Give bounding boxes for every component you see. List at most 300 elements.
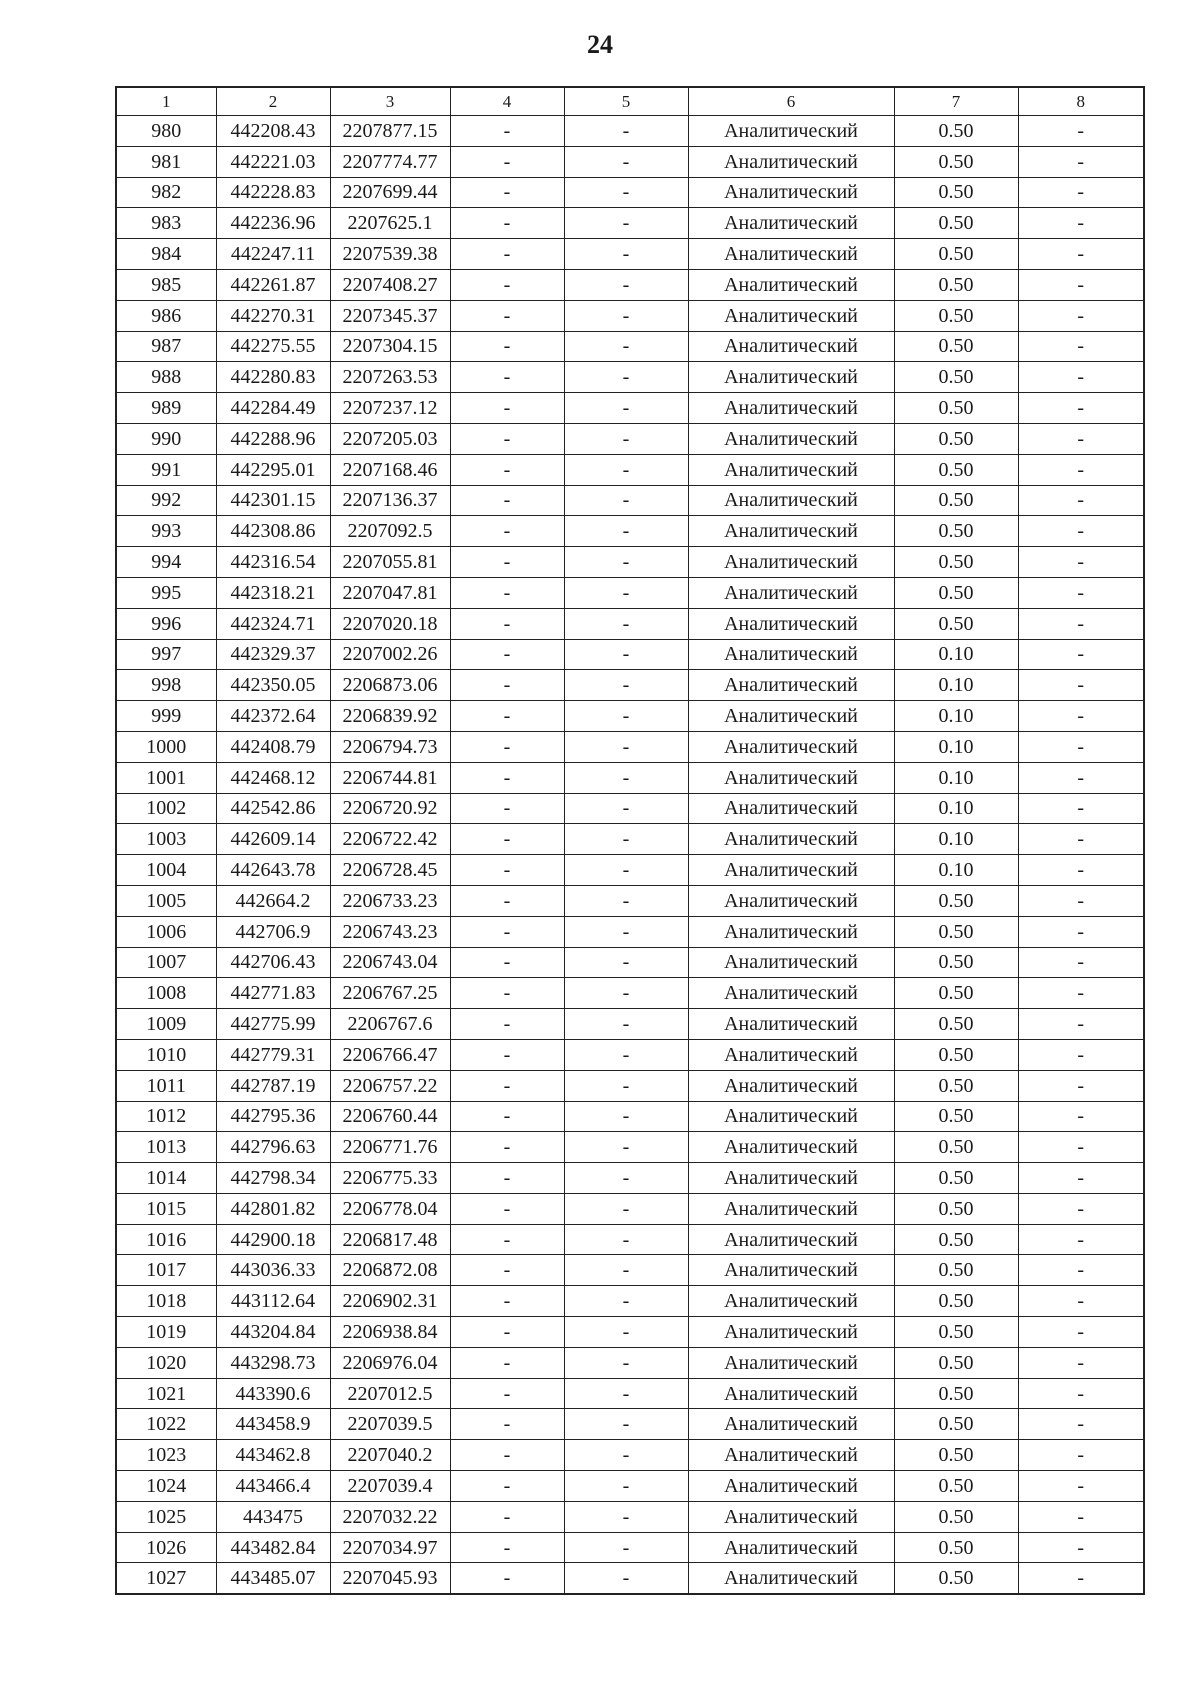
column-8-cell: -: [1018, 239, 1144, 270]
point-number-cell: 1002: [116, 793, 216, 824]
method-cell: Аналитический: [688, 1563, 894, 1594]
y-coordinate-cell: 2206938.84: [330, 1317, 450, 1348]
accuracy-cell: 0.50: [894, 1378, 1018, 1409]
y-coordinate-cell: 2207032.22: [330, 1501, 450, 1532]
method-cell: Аналитический: [688, 1347, 894, 1378]
x-coordinate-cell: 442324.71: [216, 608, 330, 639]
column-4-cell: -: [450, 885, 564, 916]
column-5-cell: -: [564, 1471, 688, 1502]
method-cell: Аналитический: [688, 1070, 894, 1101]
accuracy-cell: 0.10: [894, 824, 1018, 855]
column-5-cell: -: [564, 670, 688, 701]
column-4-cell: -: [450, 177, 564, 208]
method-cell: Аналитический: [688, 485, 894, 516]
y-coordinate-cell: 2207045.93: [330, 1563, 450, 1594]
point-number-cell: 994: [116, 547, 216, 578]
column-5-cell: -: [564, 1070, 688, 1101]
column-5-cell: -: [564, 1039, 688, 1070]
coordinates-table: [115, 86, 1145, 1595]
accuracy-cell: 0.50: [894, 116, 1018, 147]
accuracy-cell: 0.50: [894, 1317, 1018, 1348]
accuracy-cell: 0.50: [894, 1009, 1018, 1040]
method-cell: Аналитический: [688, 1378, 894, 1409]
method-cell: Аналитический: [688, 701, 894, 732]
point-number-cell: 1012: [116, 1101, 216, 1132]
table-row: [116, 1101, 1144, 1132]
accuracy-cell: 0.50: [894, 1070, 1018, 1101]
table-row: [116, 1070, 1144, 1101]
column-8-cell: -: [1018, 1317, 1144, 1348]
point-number-cell: 984: [116, 239, 216, 270]
column-8-cell: -: [1018, 762, 1144, 793]
method-cell: Аналитический: [688, 855, 894, 886]
column-5-cell: -: [564, 701, 688, 732]
accuracy-cell: 0.10: [894, 855, 1018, 886]
y-coordinate-cell: 2206976.04: [330, 1347, 450, 1378]
column-4-cell: -: [450, 300, 564, 331]
table-row: [116, 1347, 1144, 1378]
method-cell: Аналитический: [688, 516, 894, 547]
method-cell: Аналитический: [688, 1471, 894, 1502]
column-8-cell: -: [1018, 269, 1144, 300]
column-4-cell: -: [450, 1563, 564, 1594]
accuracy-cell: 0.50: [894, 1532, 1018, 1563]
point-number-cell: 997: [116, 639, 216, 670]
y-coordinate-cell: 2207168.46: [330, 454, 450, 485]
column-5-cell: -: [564, 547, 688, 578]
method-cell: Аналитический: [688, 731, 894, 762]
method-cell: Аналитический: [688, 1163, 894, 1194]
column-8-cell: -: [1018, 454, 1144, 485]
y-coordinate-cell: 2206839.92: [330, 701, 450, 732]
y-coordinate-cell: 2207047.81: [330, 577, 450, 608]
x-coordinate-cell: 443485.07: [216, 1563, 330, 1594]
column-4-cell: -: [450, 1224, 564, 1255]
point-number-cell: 986: [116, 300, 216, 331]
column-4-cell: -: [450, 762, 564, 793]
column-5-cell: -: [564, 208, 688, 239]
method-cell: Аналитический: [688, 639, 894, 670]
point-number-cell: 1003: [116, 824, 216, 855]
y-coordinate-cell: 2207408.27: [330, 269, 450, 300]
y-coordinate-cell: 2206778.04: [330, 1193, 450, 1224]
accuracy-cell: 0.50: [894, 393, 1018, 424]
table-row: [116, 701, 1144, 732]
y-coordinate-cell: 2207539.38: [330, 239, 450, 270]
accuracy-cell: 0.50: [894, 1224, 1018, 1255]
x-coordinate-cell: 442275.55: [216, 331, 330, 362]
method-cell: Аналитический: [688, 793, 894, 824]
column-4-cell: -: [450, 1501, 564, 1532]
method-cell: Аналитический: [688, 454, 894, 485]
x-coordinate-cell: 442261.87: [216, 269, 330, 300]
column-5-cell: -: [564, 947, 688, 978]
x-coordinate-cell: 442775.99: [216, 1009, 330, 1040]
x-coordinate-cell: 442236.96: [216, 208, 330, 239]
column-4-cell: -: [450, 1286, 564, 1317]
point-number-cell: 983: [116, 208, 216, 239]
column-5-cell: -: [564, 393, 688, 424]
table-row: [116, 1163, 1144, 1194]
accuracy-cell: 0.50: [894, 547, 1018, 578]
column-5-cell: -: [564, 269, 688, 300]
column-5-cell: -: [564, 362, 688, 393]
column-4-cell: -: [450, 454, 564, 485]
column-4-cell: -: [450, 793, 564, 824]
y-coordinate-cell: 2207092.5: [330, 516, 450, 547]
x-coordinate-cell: 442301.15: [216, 485, 330, 516]
column-8-cell: -: [1018, 1193, 1144, 1224]
column-8-cell: -: [1018, 1378, 1144, 1409]
column-8-cell: -: [1018, 855, 1144, 886]
table-row: [116, 639, 1144, 670]
column-4-cell: -: [450, 547, 564, 578]
point-number-cell: 980: [116, 116, 216, 147]
method-cell: Аналитический: [688, 1501, 894, 1532]
column-8-cell: -: [1018, 916, 1144, 947]
method-cell: Аналитический: [688, 269, 894, 300]
x-coordinate-cell: 442295.01: [216, 454, 330, 485]
y-coordinate-cell: 2206733.23: [330, 885, 450, 916]
table-row: [116, 916, 1144, 947]
method-cell: Аналитический: [688, 824, 894, 855]
y-coordinate-cell: 2206720.92: [330, 793, 450, 824]
x-coordinate-cell: 443475: [216, 1501, 330, 1532]
column-5-cell: -: [564, 423, 688, 454]
point-number-cell: 982: [116, 177, 216, 208]
column-5-cell: -: [564, 485, 688, 516]
x-coordinate-cell: 442900.18: [216, 1224, 330, 1255]
method-cell: Аналитический: [688, 1101, 894, 1132]
table-row: [116, 485, 1144, 516]
column-4-cell: -: [450, 916, 564, 947]
column-4-cell: -: [450, 485, 564, 516]
method-cell: Аналитический: [688, 239, 894, 270]
y-coordinate-cell: 2207205.03: [330, 423, 450, 454]
method-cell: Аналитический: [688, 947, 894, 978]
column-8-cell: -: [1018, 639, 1144, 670]
y-coordinate-cell: 2206767.25: [330, 978, 450, 1009]
table-row: [116, 577, 1144, 608]
point-number-cell: 1010: [116, 1039, 216, 1070]
column-5-cell: -: [564, 331, 688, 362]
column-5-cell: -: [564, 1378, 688, 1409]
point-number-cell: 995: [116, 577, 216, 608]
x-coordinate-cell: 442329.37: [216, 639, 330, 670]
y-coordinate-cell: 2206817.48: [330, 1224, 450, 1255]
column-4-cell: -: [450, 1009, 564, 1040]
accuracy-cell: 0.50: [894, 1255, 1018, 1286]
y-coordinate-cell: 2207263.53: [330, 362, 450, 393]
column-8-cell: -: [1018, 1532, 1144, 1563]
method-cell: Аналитический: [688, 978, 894, 1009]
accuracy-cell: 0.10: [894, 701, 1018, 732]
point-number-cell: 999: [116, 701, 216, 732]
column-8-cell: -: [1018, 1009, 1144, 1040]
y-coordinate-cell: 2207136.37: [330, 485, 450, 516]
column-header-5: 5: [564, 87, 688, 116]
accuracy-cell: 0.50: [894, 146, 1018, 177]
column-5-cell: -: [564, 577, 688, 608]
accuracy-cell: 0.50: [894, 239, 1018, 270]
table-row: [116, 885, 1144, 916]
x-coordinate-cell: 442771.83: [216, 978, 330, 1009]
column-5-cell: -: [564, 1132, 688, 1163]
accuracy-cell: 0.10: [894, 731, 1018, 762]
column-8-cell: -: [1018, 1440, 1144, 1471]
column-4-cell: -: [450, 1471, 564, 1502]
y-coordinate-cell: 2206902.31: [330, 1286, 450, 1317]
table-row: [116, 1039, 1144, 1070]
accuracy-cell: 0.50: [894, 362, 1018, 393]
table-row: [116, 1286, 1144, 1317]
accuracy-cell: 0.50: [894, 485, 1018, 516]
column-5-cell: -: [564, 762, 688, 793]
column-4-cell: -: [450, 331, 564, 362]
column-5-cell: -: [564, 516, 688, 547]
y-coordinate-cell: 2207345.37: [330, 300, 450, 331]
accuracy-cell: 0.50: [894, 208, 1018, 239]
x-coordinate-cell: 442280.83: [216, 362, 330, 393]
method-cell: Аналитический: [688, 1286, 894, 1317]
table-row: [116, 423, 1144, 454]
x-coordinate-cell: 442779.31: [216, 1039, 330, 1070]
accuracy-cell: 0.50: [894, 1039, 1018, 1070]
column-4-cell: -: [450, 731, 564, 762]
column-4-cell: -: [450, 269, 564, 300]
x-coordinate-cell: 442247.11: [216, 239, 330, 270]
point-number-cell: 988: [116, 362, 216, 393]
y-coordinate-cell: 2207012.5: [330, 1378, 450, 1409]
column-4-cell: -: [450, 1440, 564, 1471]
column-5-cell: -: [564, 116, 688, 147]
column-8-cell: -: [1018, 1471, 1144, 1502]
x-coordinate-cell: 442796.63: [216, 1132, 330, 1163]
table-body: [116, 116, 1144, 1595]
column-4-cell: -: [450, 362, 564, 393]
column-8-cell: -: [1018, 362, 1144, 393]
x-coordinate-cell: 442372.64: [216, 701, 330, 732]
x-coordinate-cell: 442795.36: [216, 1101, 330, 1132]
column-8-cell: -: [1018, 701, 1144, 732]
table-row: [116, 608, 1144, 639]
y-coordinate-cell: 2207877.15: [330, 116, 450, 147]
column-5-cell: -: [564, 146, 688, 177]
accuracy-cell: 0.50: [894, 177, 1018, 208]
column-5-cell: -: [564, 855, 688, 886]
x-coordinate-cell: 442468.12: [216, 762, 330, 793]
point-number-cell: 1008: [116, 978, 216, 1009]
accuracy-cell: 0.50: [894, 978, 1018, 1009]
column-5-cell: -: [564, 1101, 688, 1132]
point-number-cell: 1001: [116, 762, 216, 793]
x-coordinate-cell: 442228.83: [216, 177, 330, 208]
point-number-cell: 990: [116, 423, 216, 454]
column-5-cell: -: [564, 978, 688, 1009]
x-coordinate-cell: 442318.21: [216, 577, 330, 608]
table-row: [116, 1378, 1144, 1409]
point-number-cell: 1025: [116, 1501, 216, 1532]
point-number-cell: 1005: [116, 885, 216, 916]
column-8-cell: -: [1018, 1224, 1144, 1255]
column-5-cell: -: [564, 1501, 688, 1532]
column-8-cell: -: [1018, 485, 1144, 516]
y-coordinate-cell: 2206728.45: [330, 855, 450, 886]
column-8-cell: -: [1018, 547, 1144, 578]
column-5-cell: -: [564, 1163, 688, 1194]
column-header-2: 2: [216, 87, 330, 116]
column-8-cell: -: [1018, 300, 1144, 331]
method-cell: Аналитический: [688, 362, 894, 393]
point-number-cell: 1017: [116, 1255, 216, 1286]
x-coordinate-cell: 442609.14: [216, 824, 330, 855]
method-cell: Аналитический: [688, 547, 894, 578]
column-4-cell: -: [450, 1193, 564, 1224]
column-4-cell: -: [450, 208, 564, 239]
point-number-cell: 1018: [116, 1286, 216, 1317]
x-coordinate-cell: 443466.4: [216, 1471, 330, 1502]
y-coordinate-cell: 2207034.97: [330, 1532, 450, 1563]
method-cell: Аналитический: [688, 1409, 894, 1440]
table-row: [116, 731, 1144, 762]
column-5-cell: -: [564, 1563, 688, 1594]
table-row: [116, 239, 1144, 270]
point-number-cell: 1016: [116, 1224, 216, 1255]
column-5-cell: -: [564, 1532, 688, 1563]
column-8-cell: -: [1018, 177, 1144, 208]
point-number-cell: 1019: [116, 1317, 216, 1348]
column-8-cell: -: [1018, 1255, 1144, 1286]
point-number-cell: 1006: [116, 916, 216, 947]
column-4-cell: -: [450, 670, 564, 701]
column-4-cell: -: [450, 608, 564, 639]
column-5-cell: -: [564, 639, 688, 670]
accuracy-cell: 0.50: [894, 577, 1018, 608]
column-8-cell: -: [1018, 1347, 1144, 1378]
table-row: [116, 947, 1144, 978]
column-4-cell: -: [450, 1378, 564, 1409]
method-cell: Аналитический: [688, 1009, 894, 1040]
column-4-cell: -: [450, 1255, 564, 1286]
column-8-cell: -: [1018, 516, 1144, 547]
table-row: [116, 146, 1144, 177]
method-cell: Аналитический: [688, 300, 894, 331]
column-8-cell: -: [1018, 116, 1144, 147]
column-5-cell: -: [564, 1255, 688, 1286]
y-coordinate-cell: 2206760.44: [330, 1101, 450, 1132]
point-number-cell: 1007: [116, 947, 216, 978]
accuracy-cell: 0.50: [894, 1440, 1018, 1471]
column-5-cell: -: [564, 454, 688, 485]
table-row: [116, 1471, 1144, 1502]
x-coordinate-cell: 442801.82: [216, 1193, 330, 1224]
column-4-cell: -: [450, 639, 564, 670]
column-8-cell: -: [1018, 824, 1144, 855]
column-4-cell: -: [450, 146, 564, 177]
point-number-cell: 1004: [116, 855, 216, 886]
point-number-cell: 1024: [116, 1471, 216, 1502]
x-coordinate-cell: 443204.84: [216, 1317, 330, 1348]
y-coordinate-cell: 2206744.81: [330, 762, 450, 793]
accuracy-cell: 0.50: [894, 300, 1018, 331]
table-row: [116, 300, 1144, 331]
table-row: [116, 1193, 1144, 1224]
point-number-cell: 1020: [116, 1347, 216, 1378]
y-coordinate-cell: 2206794.73: [330, 731, 450, 762]
column-4-cell: -: [450, 393, 564, 424]
method-cell: Аналитический: [688, 1224, 894, 1255]
method-cell: Аналитический: [688, 1255, 894, 1286]
column-4-cell: -: [450, 1409, 564, 1440]
column-5-cell: -: [564, 1009, 688, 1040]
y-coordinate-cell: 2207774.77: [330, 146, 450, 177]
column-4-cell: -: [450, 1347, 564, 1378]
column-4-cell: -: [450, 824, 564, 855]
column-8-cell: -: [1018, 208, 1144, 239]
method-cell: Аналитический: [688, 1132, 894, 1163]
table-row: [116, 1409, 1144, 1440]
point-number-cell: 996: [116, 608, 216, 639]
y-coordinate-cell: 2206743.04: [330, 947, 450, 978]
point-number-cell: 1014: [116, 1163, 216, 1194]
column-8-cell: -: [1018, 1409, 1144, 1440]
point-number-cell: 992: [116, 485, 216, 516]
column-8-cell: -: [1018, 423, 1144, 454]
accuracy-cell: 0.50: [894, 1347, 1018, 1378]
column-8-cell: -: [1018, 1286, 1144, 1317]
accuracy-cell: 0.50: [894, 885, 1018, 916]
column-5-cell: -: [564, 1286, 688, 1317]
method-cell: Аналитический: [688, 1440, 894, 1471]
point-number-cell: 991: [116, 454, 216, 485]
y-coordinate-cell: 2206873.06: [330, 670, 450, 701]
column-8-cell: -: [1018, 1163, 1144, 1194]
column-header-4: 4: [450, 87, 564, 116]
method-cell: Аналитический: [688, 423, 894, 454]
y-coordinate-cell: 2207039.4: [330, 1471, 450, 1502]
y-coordinate-cell: 2207237.12: [330, 393, 450, 424]
accuracy-cell: 0.50: [894, 1101, 1018, 1132]
x-coordinate-cell: 442706.9: [216, 916, 330, 947]
accuracy-cell: 0.50: [894, 1409, 1018, 1440]
y-coordinate-cell: 2207002.26: [330, 639, 450, 670]
x-coordinate-cell: 443482.84: [216, 1532, 330, 1563]
table-row: [116, 1009, 1144, 1040]
y-coordinate-cell: 2206775.33: [330, 1163, 450, 1194]
method-cell: Аналитический: [688, 177, 894, 208]
table-row: [116, 516, 1144, 547]
table-row: [116, 1317, 1144, 1348]
y-coordinate-cell: 2206766.47: [330, 1039, 450, 1070]
x-coordinate-cell: 442643.78: [216, 855, 330, 886]
page-number: 24: [587, 30, 613, 59]
column-4-cell: -: [450, 116, 564, 147]
method-cell: Аналитический: [688, 116, 894, 147]
accuracy-cell: 0.50: [894, 454, 1018, 485]
column-8-cell: -: [1018, 885, 1144, 916]
x-coordinate-cell: 442208.43: [216, 116, 330, 147]
accuracy-cell: 0.10: [894, 670, 1018, 701]
accuracy-cell: 0.50: [894, 1563, 1018, 1594]
table-row: [116, 855, 1144, 886]
y-coordinate-cell: 2207020.18: [330, 608, 450, 639]
accuracy-cell: 0.50: [894, 916, 1018, 947]
point-number-cell: 989: [116, 393, 216, 424]
table-row: [116, 331, 1144, 362]
table-row: [116, 1440, 1144, 1471]
point-number-cell: 987: [116, 331, 216, 362]
x-coordinate-cell: 442350.05: [216, 670, 330, 701]
